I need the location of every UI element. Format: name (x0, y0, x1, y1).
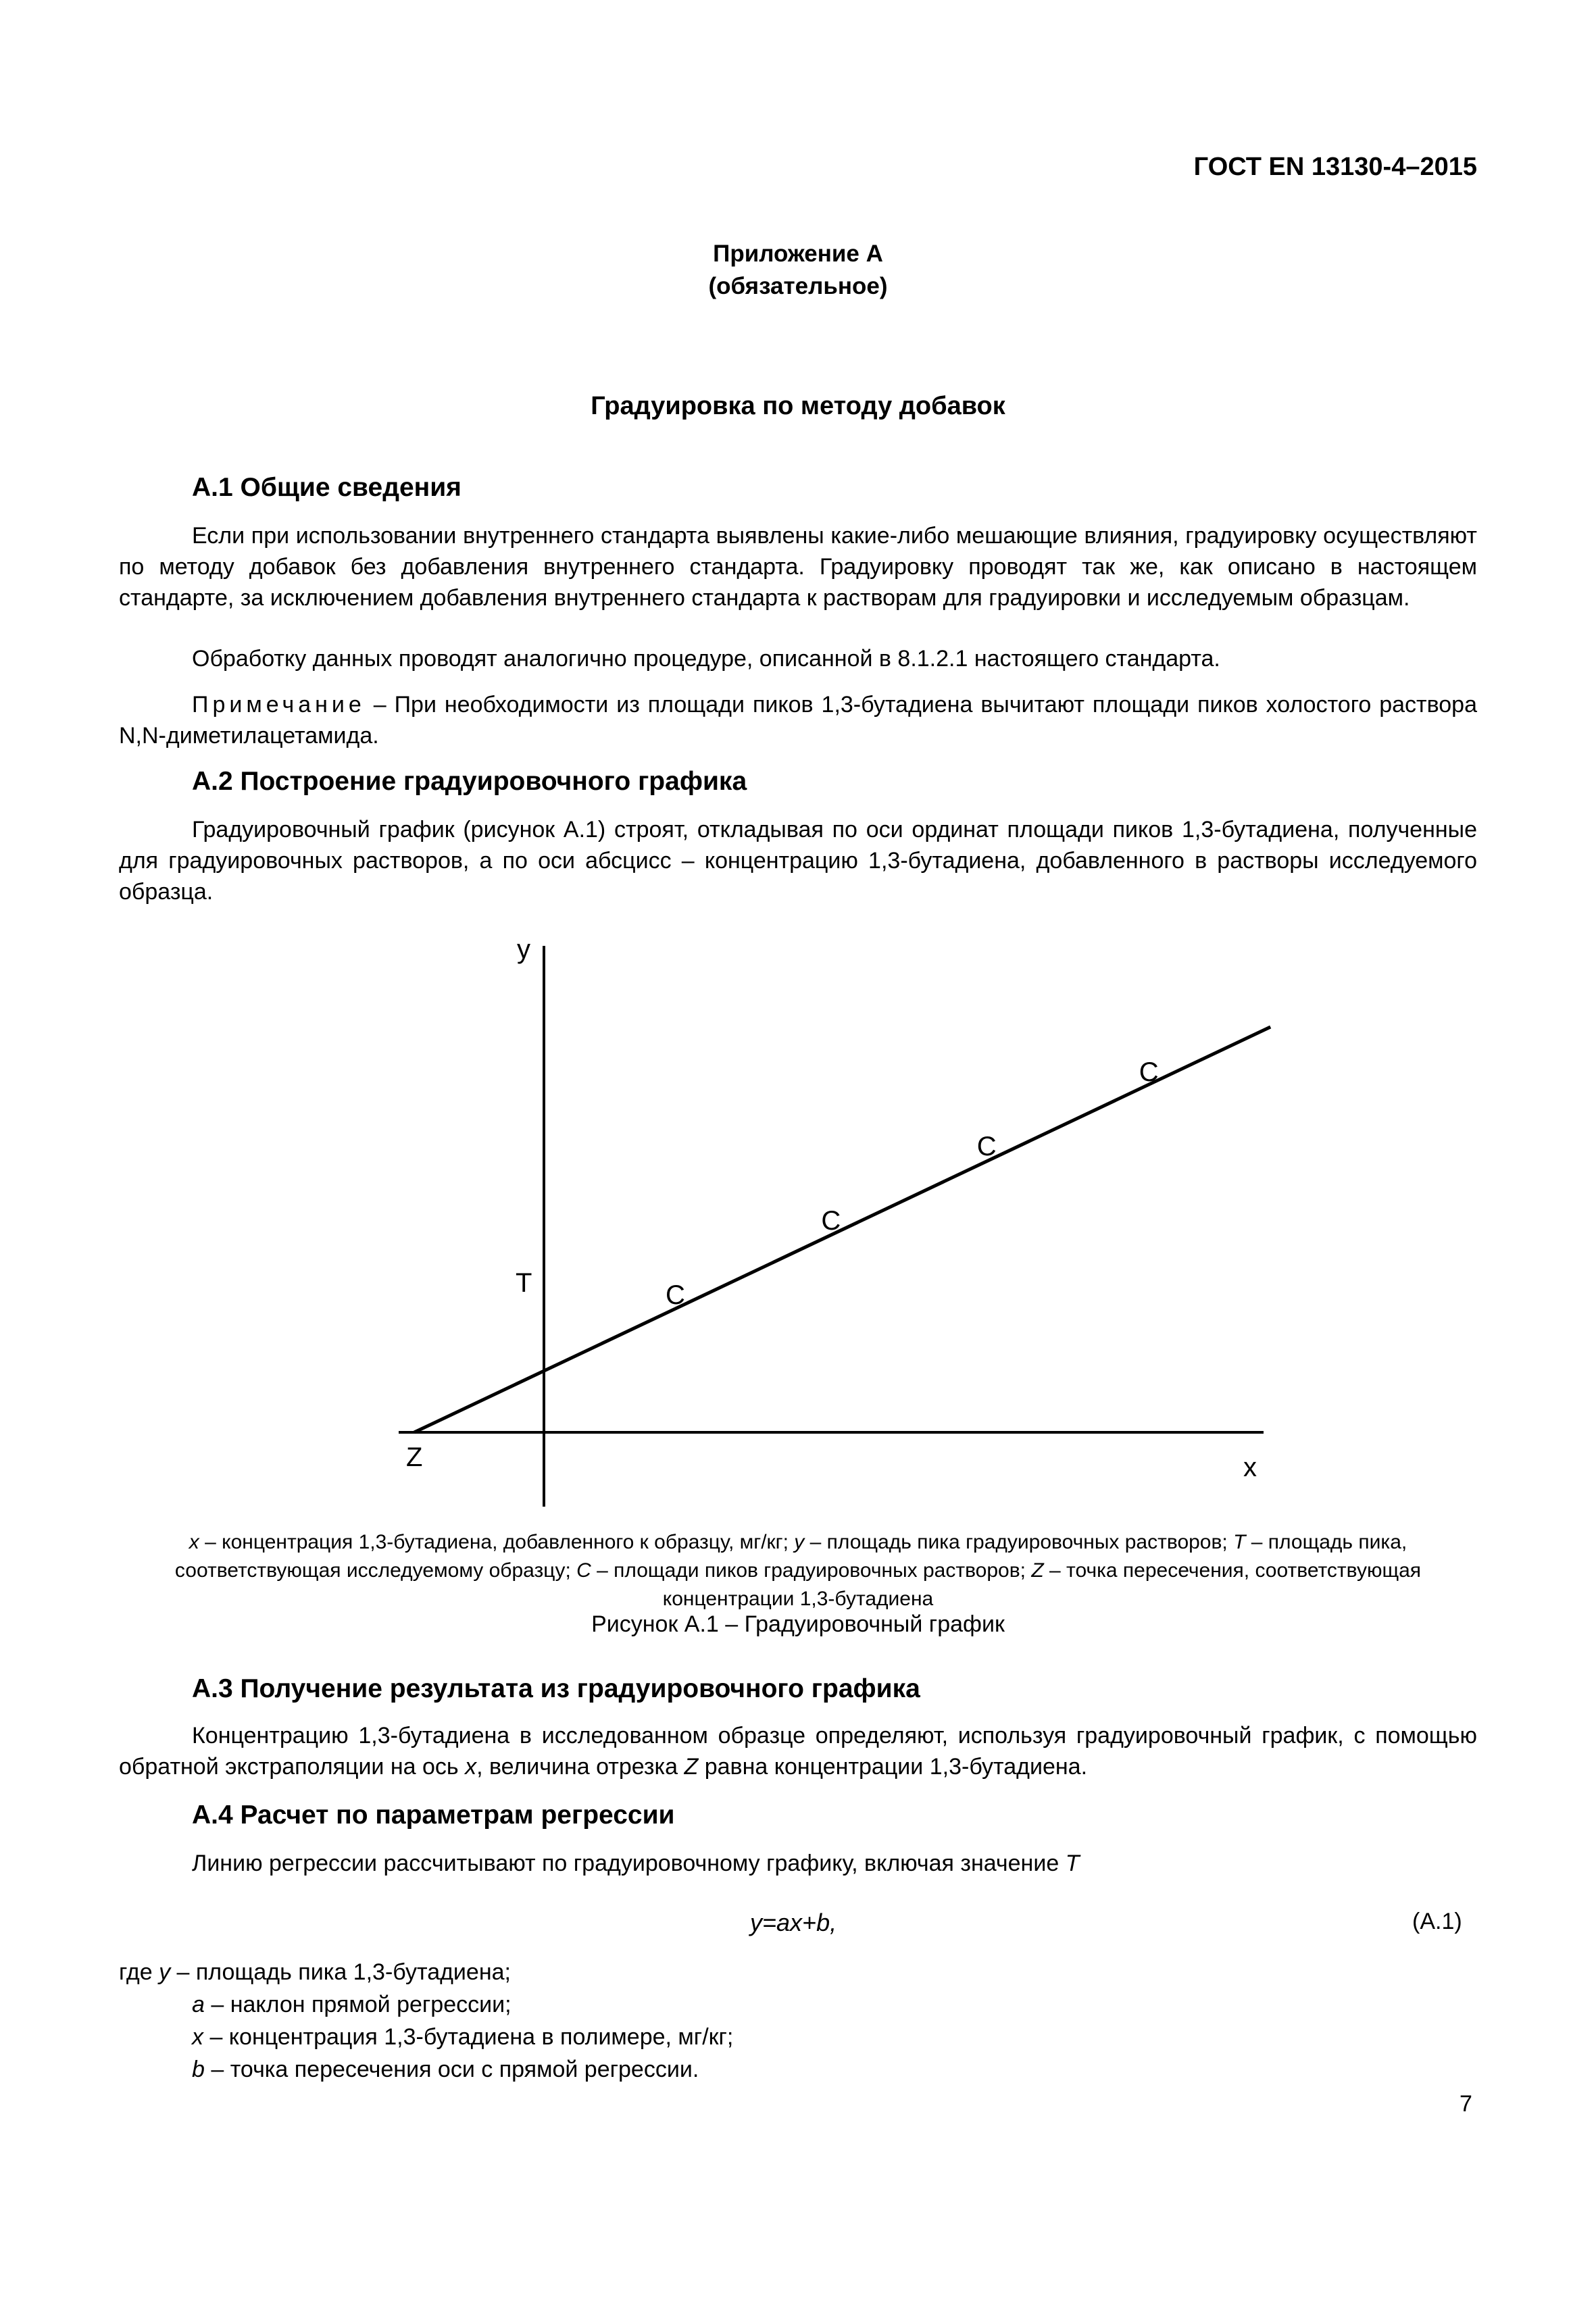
section-a2-heading: А.2 Построение градуировочного графика (192, 767, 747, 796)
def-y-text: – площадь пика 1,3-бутадиена; (170, 1959, 511, 1985)
where-prefix: где (119, 1959, 159, 1985)
document-id: ГОСТ EN 13130-4–2015 (1193, 153, 1477, 181)
definition-x (192, 2021, 733, 2053)
section-a1-note (119, 689, 1477, 751)
section-a4-paragraph-1 (119, 1848, 1477, 1879)
section-a1-paragraph-2: Обработку данных проводят аналогично процедуре, описанной в 8.1.2.1 настоящего стандарта. (192, 646, 1220, 672)
note-text: – При необходимости из площади пиков 1,3-бутадиена вычитают площади пиков холостого раствора N,N-диметилацетамида. (119, 692, 1477, 749)
caption-c-symbol: C (576, 1559, 591, 1582)
a3-x-symbol: x (465, 1754, 477, 1780)
section-a4-heading: А.4 Расчет по параметрам регрессии (192, 1801, 675, 1830)
caption-t-text: – площадь пика, соответствующая исследуемому образцу; (174, 1531, 1407, 1582)
def-y-symbol: y (159, 1959, 171, 1985)
a3-z-symbol: Z (684, 1754, 699, 1780)
section-a1-heading: А.1 Общие сведения (192, 473, 462, 502)
c-point-label-2: C (821, 1206, 841, 1236)
c-point-label-4: C (1139, 1057, 1159, 1087)
def-b-text: – точка пересечения оси с прямой регрессии. (204, 2057, 699, 2082)
caption-x-symbol: x (189, 1531, 199, 1553)
equation-number: (А.1) (1412, 1909, 1462, 1934)
def-a-symbol: a (192, 1992, 205, 2017)
figure-title: Рисунок А.1 – Градуировочный график (591, 1611, 1005, 1637)
note-label: Примечание (192, 692, 366, 718)
page-number: 7 (1460, 2091, 1472, 2117)
section-a3-heading: А.3 Получение результата из градуировочного графика (192, 1674, 920, 1703)
t-point-label: T (516, 1268, 532, 1298)
definition-y (119, 1956, 511, 1988)
c-points-group (666, 1057, 1159, 1310)
def-a-text: – наклон прямой регрессии; (204, 1992, 512, 2017)
def-b-symbol: b (192, 2057, 205, 2082)
a3-text-3: равна концентрации 1,3-бутадиена. (698, 1754, 1088, 1780)
a3-text-1: Концентрацию 1,3-бутадиена в исследованном образце определяют, используя градуировочный график, с помощью обратной экстраполяции на ось (119, 1723, 1477, 1780)
caption-t-symbol: T (1233, 1531, 1246, 1553)
caption-y-symbol: y (794, 1531, 805, 1553)
document-title: Градуировка по методу добавок (591, 392, 1005, 420)
y-axis-label: y (517, 934, 530, 964)
a4-t-symbol: T (1065, 1851, 1080, 1876)
annex-subtitle: (обязательное) (708, 273, 888, 299)
caption-y-text: – площадь пика градуировочных растворов; (804, 1531, 1234, 1553)
c-point-label-3: C (976, 1132, 997, 1161)
z-point-label: Z (406, 1442, 423, 1472)
x-axis-label: x (1243, 1453, 1257, 1482)
section-a2-paragraph-1: Градуировочный график (рисунок А.1) строят, откладывая по оси ординат площади пиков 1,3-бутадиена, полученные для градуировочных растворов, а по оси абсцисс – концентрацию 1,3-бутадиена, добавленного в растворы исследуемого образца. (119, 817, 1477, 905)
definition-a (192, 1988, 512, 2021)
section-a1-paragraph-1: Если при использовании внутреннего стандарта выявлены какие-либо мешающие влияния, градуировку осуществляют по методу добавок без добавления внутреннего стандарта. Градуировку проводят так же, как описано в настоящем стандарте, за исключением добавления внутреннего стандарта к растворам для градуировки и исследуемым образцам. (119, 523, 1477, 611)
caption-z-text: – точка пересечения, соответствующая концентрации 1,3-бутадиена (662, 1559, 1422, 1610)
a3-text-2: , величина отрезка (476, 1754, 684, 1780)
section-a3-paragraph-1 (119, 1720, 1477, 1782)
def-x-text: – концентрация 1,3-бутадиена в полимере, мг/кг; (203, 2024, 734, 2050)
figure-caption (119, 1528, 1477, 1613)
caption-z-symbol: Z (1031, 1559, 1044, 1582)
annex-title: Приложение А (713, 241, 883, 267)
def-x-symbol: x (192, 2024, 203, 2050)
a4-text-1: Линию регрессии рассчитывают по градуировочному графику, включая значение (192, 1851, 1066, 1876)
regression-formula: y=ax+b, (750, 1909, 837, 1936)
caption-c-text: – площади пиков градуировочных растворов; (591, 1559, 1032, 1582)
c-point-label-1: C (666, 1280, 685, 1310)
caption-x-text: – концентрация 1,3-бутадиена, добавленного к образцу, мг/кг; (199, 1531, 795, 1553)
annex-heading (0, 238, 1596, 303)
definition-b (192, 2053, 699, 2086)
calibration-chart (378, 926, 1311, 1520)
